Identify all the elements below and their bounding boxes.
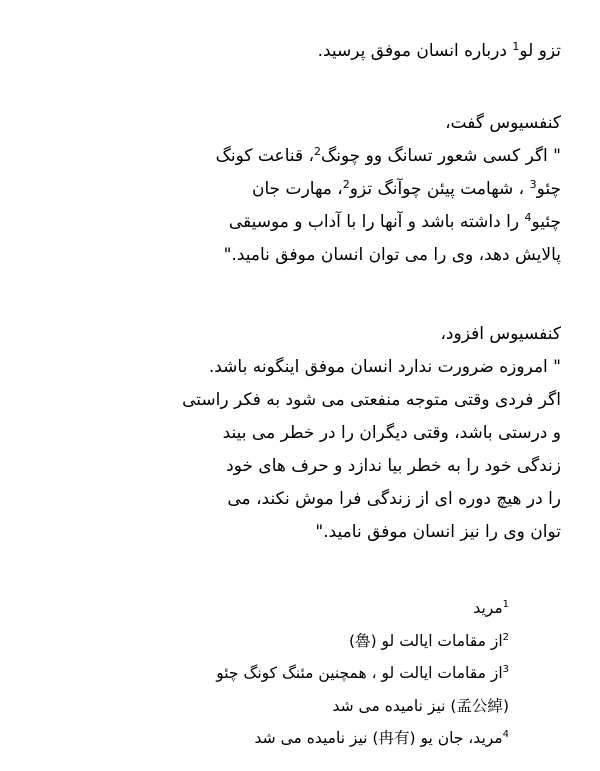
footnote-1: $^1$مرید — [473, 599, 509, 617]
text-line: چئو$^3$ ، شهامت پیئن چوآنگ تزو$^2$، مهارت جان — [251, 178, 561, 199]
paragraph-heading: کنفسیوس گفت، — [445, 113, 561, 133]
paragraph-heading: کنفسیوس افزود، — [440, 324, 561, 344]
footnotes — [216, 592, 509, 755]
footnote-ref-3: 3 — [529, 178, 537, 191]
paragraph-confucius-said — [216, 107, 561, 272]
intro-line: تزو لو$^1$ درباره انسان موفق پرسید. — [317, 40, 561, 61]
paragraph-confucius-added — [182, 318, 561, 549]
text-line: توان وی را نیز انسان موفق نامید." — [315, 522, 561, 542]
footnote-4: $^4$مرید، جان یو (冉有) نیز نامیده می شد — [254, 729, 509, 747]
text-line: و درستی باشد، وقتی دیگران را در خطر می بیند — [222, 423, 561, 443]
intro-paragraph — [318, 35, 561, 68]
footnote-ref-2b: 2 — [342, 178, 350, 191]
footnote-3-continued: (孟公綽) نیز نامیده می شد — [332, 696, 509, 715]
footnote-ref-4: 4 — [524, 211, 532, 224]
footnote-3: $^3$از مقامات ایالت لو ، همچنین مئنگ کونگ چئو — [216, 664, 509, 682]
text-line: اگر فردی وقتی متوجه منفعتی می شود به فکر راستی — [182, 390, 561, 410]
footnote-ref-1: 1 — [512, 40, 520, 53]
text-line: چئیو$^4$ را داشته باشد و آنها را با آداب و موسیقی — [228, 211, 561, 232]
text-line: را در هیچ دوره ای از زندگی فرا موش نکند، می — [227, 489, 561, 509]
text-line: زندگی خود را به خطر بیا ندازد و حرف های خود — [226, 456, 561, 476]
text-line: " اگر کسی شعور تسانگ وو چونگ$^2$، قناعت کونگ — [215, 145, 561, 166]
footnote-2: $^2$از مقامات ایالت لو (魯) — [349, 631, 509, 650]
text-line: " امروزه ضرورت ندارد انسان موفق اینگونه باشد. — [208, 357, 561, 377]
footnote-ref-2: 2 — [314, 145, 322, 158]
text-line: پالایش دهد، وی را می توان انسان موفق نامید." — [223, 245, 561, 265]
